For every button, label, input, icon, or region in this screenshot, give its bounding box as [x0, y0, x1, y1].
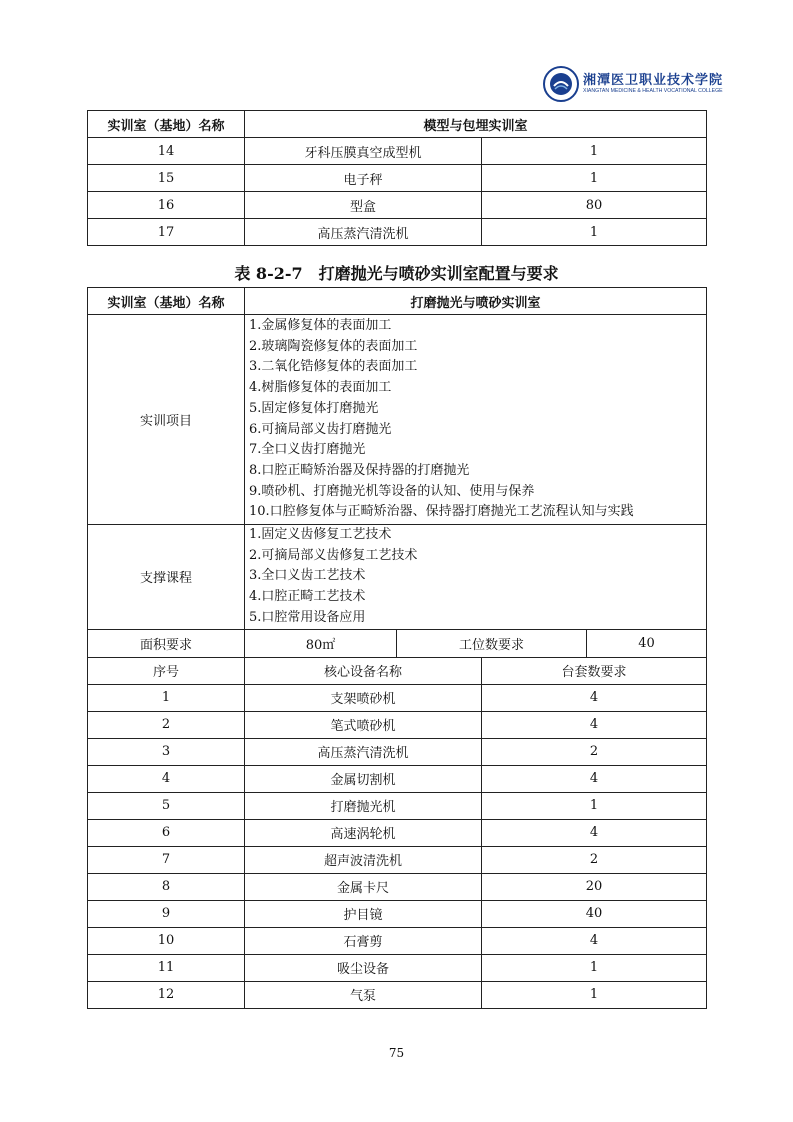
equipment-qty: 80: [482, 192, 707, 219]
equipment-qty: 2: [482, 846, 707, 873]
equipment-qty: 20: [482, 873, 707, 900]
table-row: [88, 846, 707, 873]
project-item: 6.可摘局部义齿打磨抛光: [249, 421, 392, 437]
equipment-qty: 4: [482, 684, 707, 711]
table-row: [88, 192, 707, 219]
equipment-name: 高压蒸汽清洗机: [245, 219, 482, 246]
equipment-qty: 4: [482, 711, 707, 738]
equipment-name: 高速涡轮机: [245, 819, 482, 846]
equipment-qty: 1: [482, 219, 707, 246]
table-row: [88, 684, 707, 711]
table-row: [88, 900, 707, 927]
logo-subtitle: XIANGTAN MEDICINE & HEALTH VOCATIONAL COLLEGE: [583, 88, 723, 94]
logo-title: 湘潭医卫职业技术学院: [583, 73, 724, 88]
projects-label: 实训项目: [88, 315, 245, 525]
college-emblem-icon: [543, 66, 579, 102]
model-embedding-lab-table: [87, 110, 707, 246]
equipment-name: 护目镜: [245, 900, 482, 927]
equipment-qty: 4: [482, 927, 707, 954]
course-item: 2.可摘局部义齿修复工艺技术: [249, 547, 418, 563]
project-item: 2.玻璃陶瓷修复体的表面加工: [249, 338, 418, 354]
row-number: 4: [88, 765, 245, 792]
table-caption: 表 8-2-7 打磨抛光与喷砂实训室配置与要求: [234, 264, 559, 283]
project-item: 7.全口义齿打磨抛光: [249, 442, 366, 458]
row-number: 16: [88, 192, 245, 219]
table-header-row: [88, 111, 707, 138]
table-row: [88, 792, 707, 819]
table-row: [88, 738, 707, 765]
project-item: 1.金属修复体的表面加工: [249, 317, 392, 333]
equipment-name: 高压蒸汽清洗机: [245, 738, 482, 765]
equipment-name: 支架喷砂机: [245, 684, 482, 711]
project-item: 5.固定修复体打磨抛光: [249, 400, 379, 416]
row-number: 17: [88, 219, 245, 246]
stations-label: 工位数要求: [397, 629, 587, 657]
course-item: 1.固定义齿修复工艺技术: [249, 527, 392, 542]
col-header-qty: 台套数要求: [482, 657, 707, 684]
stations-value: 40: [587, 629, 707, 657]
projects-row: [88, 315, 707, 525]
course-item: 4.口腔正畸工艺技术: [249, 589, 366, 605]
equipment-name: 型盒: [245, 192, 482, 219]
row-number: 11: [88, 954, 245, 981]
page-number: 75: [388, 1046, 405, 1060]
equipment-name: 电子秤: [245, 165, 482, 192]
row-number: 6: [88, 819, 245, 846]
table-row: [88, 954, 707, 981]
header-value: 模型与包埋实训室: [245, 111, 707, 138]
equipment-name: 吸尘设备: [245, 954, 482, 981]
table-row: [88, 873, 707, 900]
project-item: 9.喷砂机、打磨抛光机等设备的认知、使用与保养: [249, 483, 535, 499]
header-label: 实训室（基地）名称: [88, 288, 245, 315]
equipment-name: 打磨抛光机: [245, 792, 482, 819]
row-number: 8: [88, 873, 245, 900]
equipment-name: 金属切割机: [245, 765, 482, 792]
equipment-qty: 40: [482, 900, 707, 927]
area-value: 80㎡: [245, 629, 397, 657]
equipment-qty: 1: [482, 792, 707, 819]
equipment-qty: 4: [482, 819, 707, 846]
equipment-qty: 1: [482, 138, 707, 165]
row-number: 7: [88, 846, 245, 873]
courses-list: [245, 525, 707, 630]
course-item: 5.口腔常用设备应用: [249, 609, 366, 625]
courses-label: 支撑课程: [88, 525, 245, 630]
table-row: [88, 711, 707, 738]
row-number: 1: [88, 684, 245, 711]
project-item: 10.口腔修复体与正畸矫治器、保持器打磨抛光工艺流程认知与实践: [249, 504, 634, 520]
equipment-name: 气泵: [245, 981, 482, 1008]
projects-list: [245, 315, 707, 525]
table-row: [88, 927, 707, 954]
table-header-row: [88, 288, 707, 315]
project-item: 4.树脂修复体的表面加工: [249, 380, 392, 396]
equipment-name: 石膏剪: [245, 927, 482, 954]
polishing-sandblasting-lab-table: [87, 287, 707, 1009]
header-label: 实训室（基地）名称: [88, 111, 245, 138]
equipment-qty: 1: [482, 981, 707, 1008]
row-number: 3: [88, 738, 245, 765]
project-item: 3.二氧化锆修复体的表面加工: [249, 359, 418, 375]
equipment-name: 超声波清洗机: [245, 846, 482, 873]
row-number: 10: [88, 927, 245, 954]
equipment-qty: 4: [482, 765, 707, 792]
row-number: 5: [88, 792, 245, 819]
project-item: 8.口腔正畸矫治器及保持器的打磨抛光: [249, 462, 470, 478]
table-row: [88, 138, 707, 165]
equipment-name: 牙科压膜真空成型机: [245, 138, 482, 165]
area-row: [88, 629, 707, 657]
col-header-number: 序号: [88, 657, 245, 684]
equipment-qty: 2: [482, 738, 707, 765]
row-number: 12: [88, 981, 245, 1008]
table-row: [88, 765, 707, 792]
header-value: 打磨抛光与喷砂实训室: [245, 288, 707, 315]
row-number: 9: [88, 900, 245, 927]
course-item: 3.全口义齿工艺技术: [249, 568, 366, 584]
equipment-name: 笔式喷砂机: [245, 711, 482, 738]
table-row: [88, 165, 707, 192]
college-logo: [543, 66, 724, 106]
area-label: 面积要求: [88, 629, 245, 657]
row-number: 14: [88, 138, 245, 165]
table-row: [88, 219, 707, 246]
equipment-qty: 1: [482, 165, 707, 192]
row-number: 15: [88, 165, 245, 192]
equipment-name: 金属卡尺: [245, 873, 482, 900]
row-number: 2: [88, 711, 245, 738]
column-header-row: [88, 657, 707, 684]
equipment-qty: 1: [482, 954, 707, 981]
col-header-name: 核心设备名称: [245, 657, 482, 684]
table-row: [88, 819, 707, 846]
table-row: [88, 981, 707, 1008]
courses-row: [88, 525, 707, 630]
